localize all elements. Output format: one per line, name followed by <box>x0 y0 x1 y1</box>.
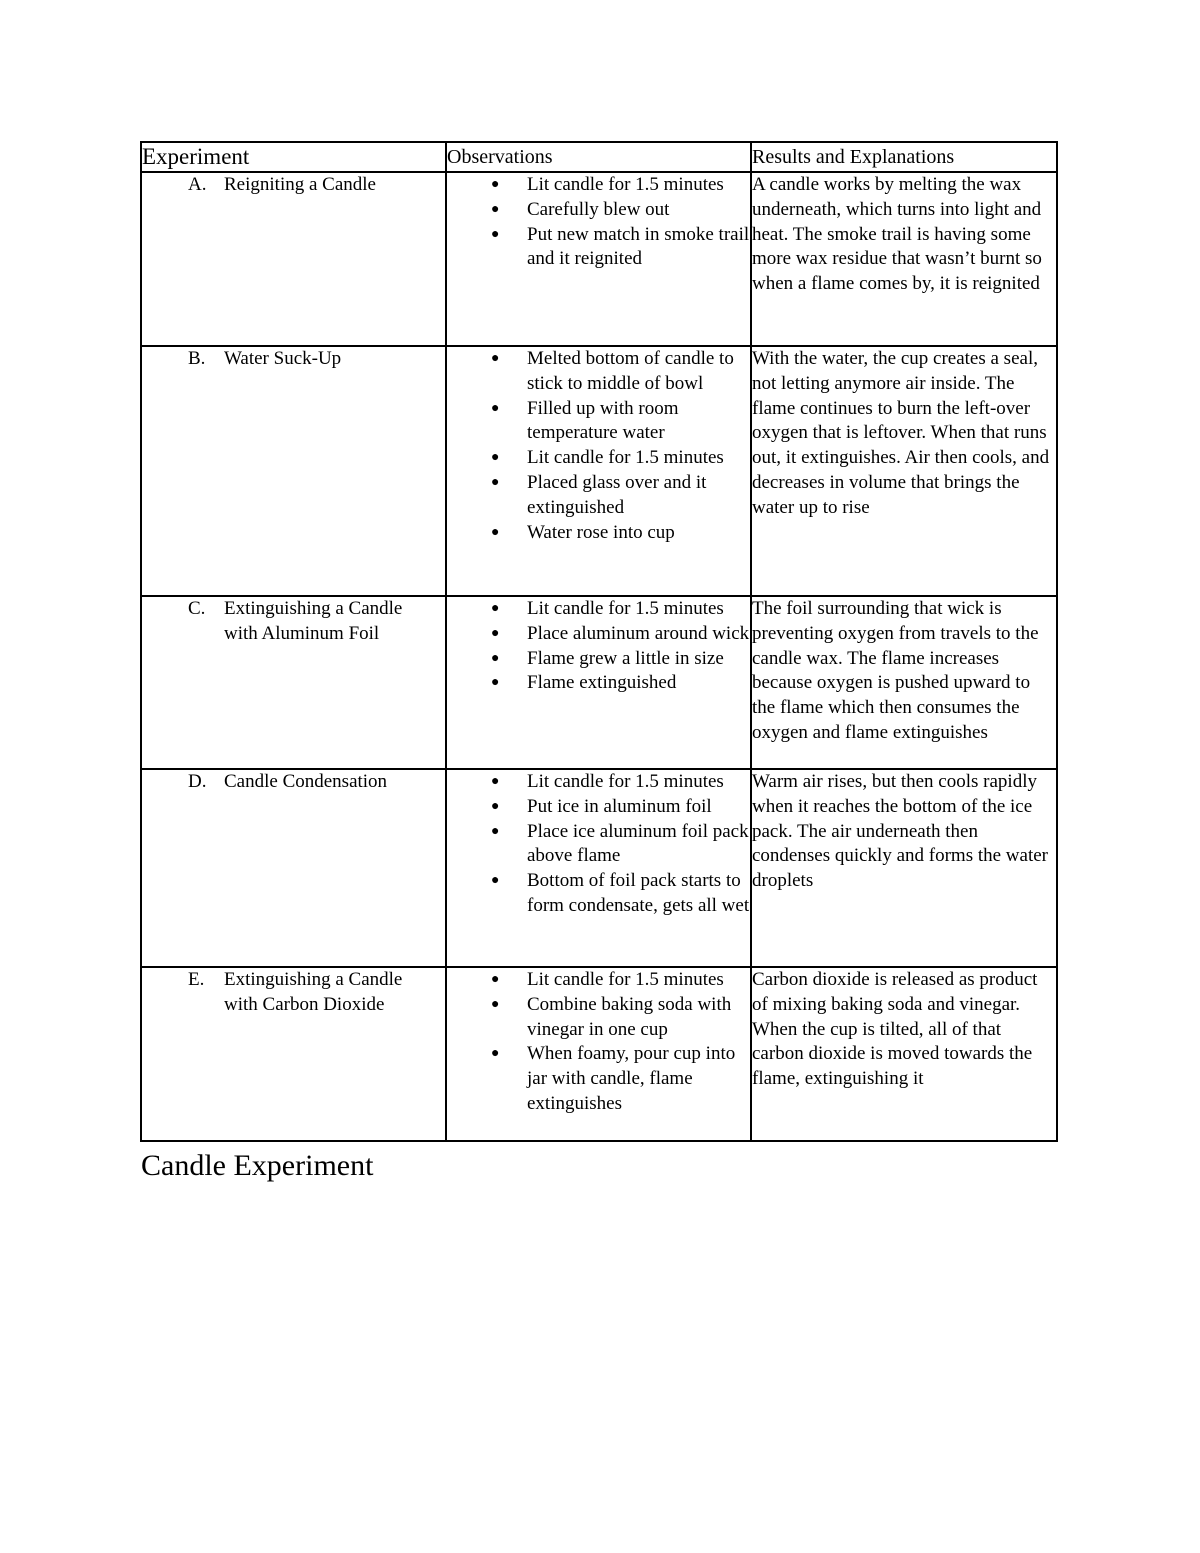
list-item <box>447 597 750 622</box>
observation-text: Lit candle for 1.5 minutes <box>527 174 724 195</box>
observation-text: Lit candle for 1.5 minutes <box>527 598 724 619</box>
bullet-icon: ● <box>491 996 500 1012</box>
list-item <box>447 993 750 1043</box>
list-item <box>447 671 750 696</box>
experiment-cell <box>141 346 446 596</box>
experiment-name: Extinguishing a Candle with Carbon Dioxide <box>224 969 403 1015</box>
bullet-icon: ● <box>491 601 500 616</box>
observations-cell <box>446 596 751 769</box>
experiment-cell <box>141 967 446 1141</box>
bullet-icon: ● <box>491 177 500 192</box>
bullet-icon: ● <box>491 774 500 789</box>
experiment-cell <box>141 172 446 346</box>
experiment-name: Reigniting a Candle <box>224 174 376 195</box>
bullet-icon: ● <box>491 972 500 987</box>
bullet-icon: ● <box>491 823 500 839</box>
table-row <box>141 596 1057 769</box>
observation-text: Combine baking soda with vinegar in one cup <box>527 993 732 1040</box>
observation-text: Lit candle for 1.5 minutes <box>527 771 724 792</box>
header-experiment: Experiment <box>141 142 446 172</box>
observations-cell <box>446 769 751 967</box>
list-item <box>447 198 750 223</box>
bullet-icon: ● <box>491 650 500 666</box>
results-cell: With the water, the cup creates a seal, not letting anymore air inside. The flame continues to burn the left-over oxygen that is leftover. When that runs out, it extinguishes. Air then cools, and decreases in volume that brings the water up to rise <box>751 346 1057 596</box>
list-item <box>447 968 750 993</box>
observation-text: Lit candle for 1.5 minutes <box>527 447 724 469</box>
bullet-icon: ● <box>491 524 500 540</box>
observations-list <box>447 597 750 696</box>
observation-text: Put new match in smoke trail and it reignited <box>527 223 750 270</box>
bullet-icon: ● <box>491 474 500 490</box>
table-row <box>141 172 1057 346</box>
experiment-cell <box>141 596 446 769</box>
observation-text: Flame grew a little in size <box>527 647 724 669</box>
observation-text: Bottom of foil pack starts to form condensate, gets all wet <box>527 870 750 916</box>
observations-cell <box>446 172 751 346</box>
bullet-icon: ● <box>491 226 500 242</box>
table-row <box>141 769 1057 967</box>
header-results: Results and Explanations <box>751 142 1057 172</box>
table-row <box>141 346 1057 596</box>
list-item <box>447 647 750 672</box>
observation-text: Lit candle for 1.5 minutes <box>527 969 724 990</box>
experiment-name: Water Suck-Up <box>224 348 342 369</box>
bullet-icon: ● <box>491 675 500 691</box>
observation-text: When foamy, pour cup into jar with candle, flame extinguishes <box>527 1043 736 1114</box>
results-cell: Warm air rises, but then cools rapidly when it reaches the bottom of the ice pack. The air underneath then condenses quickly and forms the water droplets <box>751 769 1057 967</box>
table-header-row <box>141 142 1057 172</box>
observations-list <box>447 347 750 545</box>
experiment-table <box>140 141 1058 1142</box>
observation-text: Place ice aluminum foil pack above flame <box>527 820 749 867</box>
observation-text: Placed glass over and it extinguished <box>527 471 707 518</box>
results-cell: Carbon dioxide is released as product of mixing baking soda and vinegar. When the cup is tilted, all of that carbon dioxide is moved towards the flame, extinguishing it <box>751 967 1057 1141</box>
observations-cell <box>446 346 751 596</box>
experiment-name: Candle Condensation <box>224 771 388 792</box>
observations-cell <box>446 967 751 1141</box>
header-observations: Observations <box>446 142 751 172</box>
experiment-letter: D. <box>188 771 207 792</box>
list-item <box>447 173 750 198</box>
document-caption: Candle Experiment <box>141 1149 374 1182</box>
experiment-letter: C. <box>188 598 206 619</box>
observation-text: Water rose into cup <box>527 521 675 543</box>
list-item <box>447 223 750 273</box>
list-item <box>447 622 750 647</box>
list-item <box>447 1042 750 1116</box>
observation-text: Flame extinguished <box>527 672 677 694</box>
experiment-letter: E. <box>188 969 205 990</box>
observation-text: Place aluminum around wick <box>527 622 750 644</box>
observation-text: Put ice in aluminum foil <box>527 795 712 817</box>
observations-list <box>447 770 750 919</box>
bullet-icon: ● <box>491 351 500 366</box>
experiment-letter: B. <box>188 348 206 369</box>
bullet-icon: ● <box>491 400 500 416</box>
bullet-icon: ● <box>491 450 500 466</box>
list-item <box>447 795 750 820</box>
experiment-cell <box>141 769 446 967</box>
list-item <box>447 397 750 447</box>
list-item <box>447 869 750 919</box>
observation-text: Carefully blew out <box>527 198 670 220</box>
bullet-icon: ● <box>491 625 500 641</box>
observation-text: Filled up with room temperature water <box>527 397 679 444</box>
experiment-letter: A. <box>188 174 207 195</box>
observation-text: Melted bottom of candle to stick to middle of bowl <box>527 348 734 394</box>
observations-list <box>447 968 750 1117</box>
table-row <box>141 967 1057 1141</box>
results-cell: The foil surrounding that wick is preventing oxygen from travels to the candle wax. The flame increases because oxygen is pushed upward to the flame which then consumes the oxygen and flame extinguishes <box>751 596 1057 769</box>
list-item <box>447 521 750 546</box>
experiment-name: Extinguishing a Candle with Aluminum Foil <box>224 598 403 644</box>
bullet-icon: ● <box>491 798 500 814</box>
list-item <box>447 770 750 795</box>
list-item <box>447 446 750 471</box>
list-item <box>447 820 750 870</box>
list-item <box>447 471 750 521</box>
list-item <box>447 347 750 397</box>
bullet-icon: ● <box>491 1046 500 1062</box>
bullet-icon: ● <box>491 873 500 889</box>
observations-list <box>447 173 750 272</box>
bullet-icon: ● <box>491 201 500 217</box>
results-cell: A candle works by melting the wax underneath, which turns into light and heat. The smoke trail is having some more wax residue that wasn’t burnt so when a flame comes by, it is reignited <box>751 172 1057 346</box>
